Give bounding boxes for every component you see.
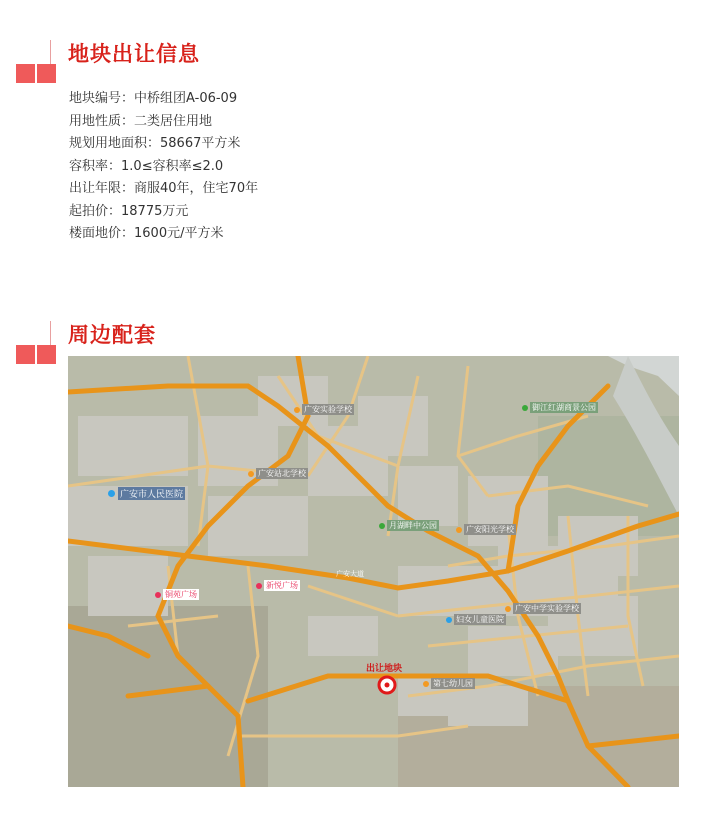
road-label: 广安大道 (336, 570, 364, 578)
school-icon (248, 471, 254, 477)
poi-mall[interactable]: 新悦广场 (256, 580, 300, 591)
poi-layer (68, 356, 679, 787)
info-row: 起拍价：18775万元 (69, 203, 189, 219)
school-icon (505, 606, 511, 612)
mall-icon (256, 583, 262, 589)
info-row: 规划用地面积：58667平方米 (69, 136, 241, 151)
hospital-icon (108, 490, 115, 497)
heading-mark-icon (37, 64, 56, 83)
mall-icon (155, 592, 161, 598)
park-icon (379, 523, 385, 529)
poi-park[interactable]: 御江红湖商景公园 (522, 402, 598, 413)
info-row: 用地性质：二类居住用地 (69, 113, 213, 129)
school-icon (294, 407, 300, 413)
surroundings-map[interactable] (68, 356, 679, 787)
school-icon (423, 681, 429, 687)
poi-hospital[interactable]: 妇女儿童医院 (446, 614, 506, 625)
poi-school[interactable]: 第七幼儿园 (423, 678, 475, 689)
poi-label-target: 出让地块 (366, 664, 403, 674)
section-title: 地块出让信息 (68, 42, 200, 66)
info-row: 出让年限：商服40年，住宅70年 (69, 181, 259, 196)
park-icon (522, 405, 528, 411)
poi-school[interactable]: 广安站北学校 (248, 468, 308, 479)
poi-mall[interactable]: 铜苑广场 (155, 589, 199, 600)
land-info-list (69, 88, 258, 246)
poi-school[interactable]: 广安中学实验学校 (505, 603, 581, 614)
heading-mark-icon (37, 345, 56, 364)
heading-mark-icon (16, 345, 35, 364)
poi-park[interactable]: 月湖畔中公园 (379, 520, 439, 531)
heading-divider (50, 40, 51, 66)
school-icon (456, 527, 462, 533)
info-row: 楼面地价：1600元/平方米 (69, 226, 224, 241)
heading-divider (50, 321, 51, 347)
hospital-icon (446, 617, 452, 623)
info-row: 地块编号：中桥组团A-06-09 (69, 91, 238, 106)
poi-school[interactable]: 广安阳光学校 (456, 524, 516, 535)
info-row: 容积率：1.0≤容积率≤2.0 (69, 158, 224, 174)
heading-mark-icon (16, 64, 35, 83)
section-heading-land-info (16, 40, 316, 84)
section-title: 周边配套 (68, 323, 156, 347)
poi-school[interactable]: 广安实验学校 (294, 404, 354, 415)
poi-hospital[interactable]: 广安市人民医院 (108, 487, 185, 500)
